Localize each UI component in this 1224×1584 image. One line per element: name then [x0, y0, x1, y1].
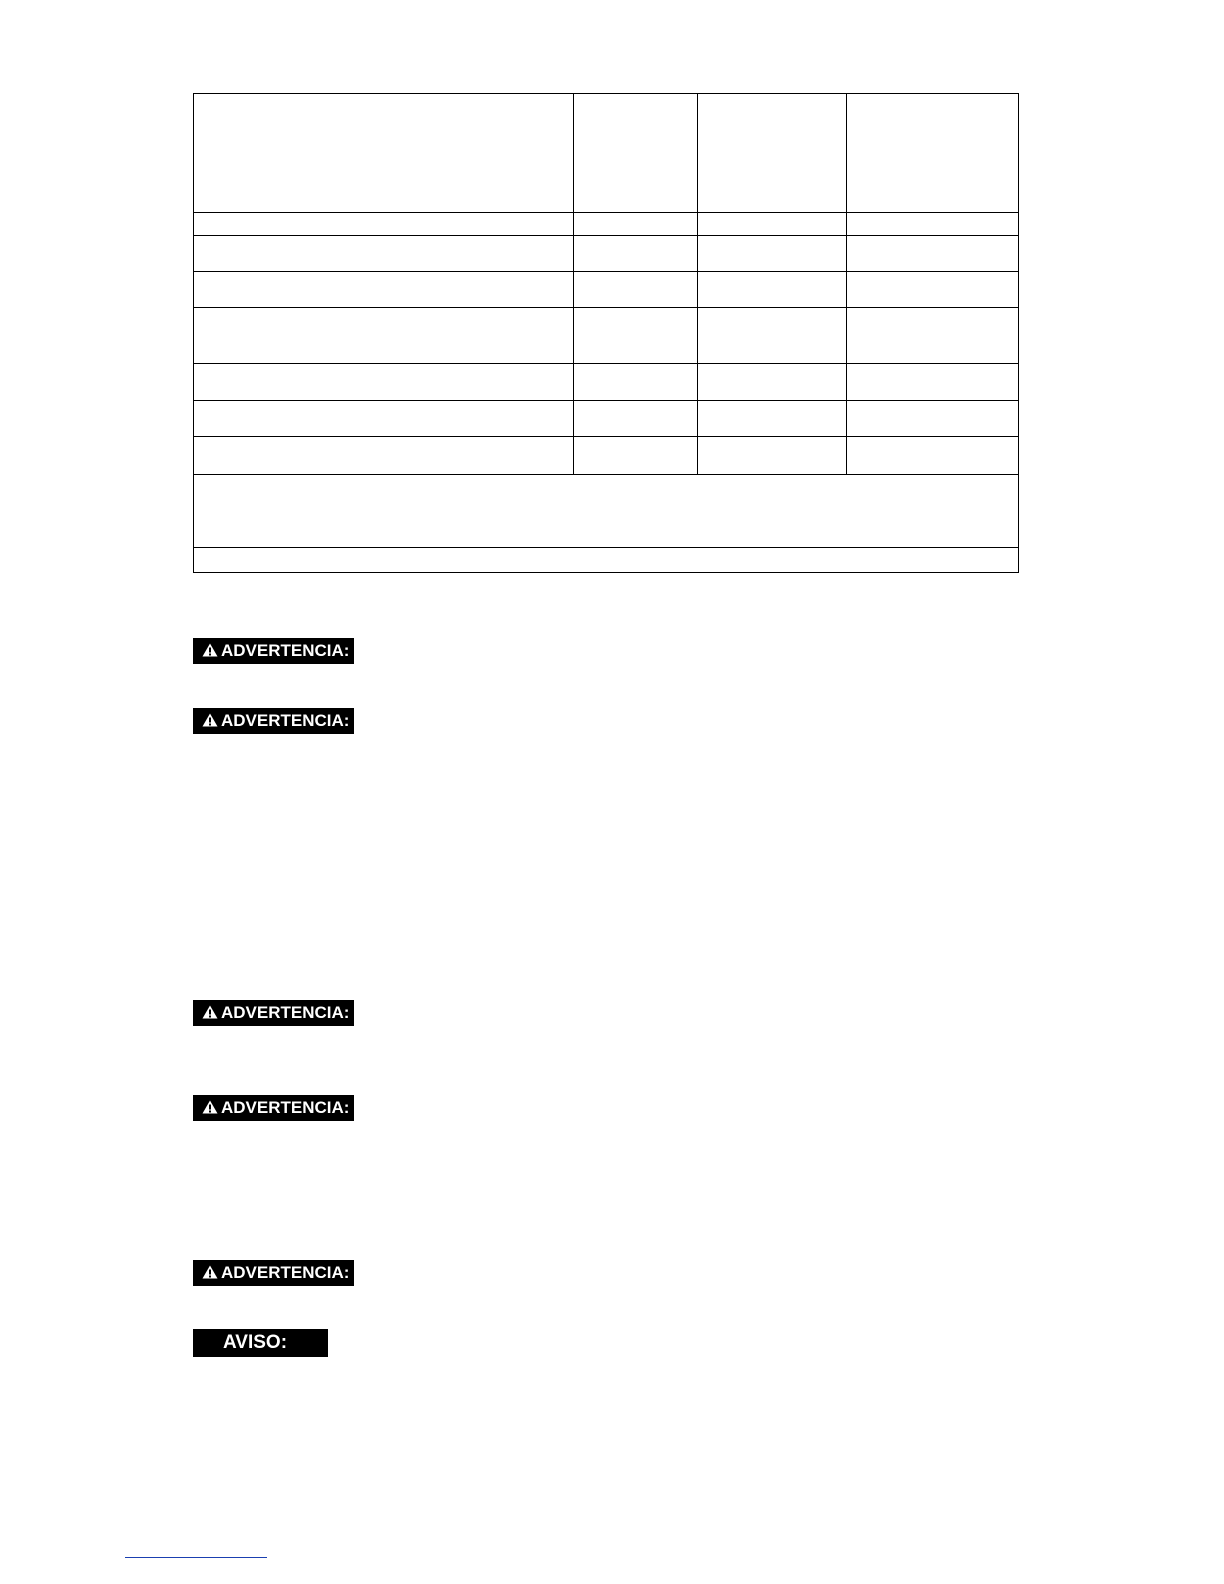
table-cell [847, 401, 1019, 437]
table-cell [574, 364, 698, 401]
table-cell [847, 236, 1019, 272]
table-cell [574, 308, 698, 364]
warning-triangle-icon [202, 713, 218, 727]
specifications-table [193, 93, 1019, 573]
table-cell [698, 308, 847, 364]
warning-label [193, 1260, 354, 1286]
table-cell [194, 236, 574, 272]
table-row [194, 401, 1019, 437]
table-cell [194, 401, 574, 437]
warning-triangle-icon [202, 643, 218, 657]
table-cell [847, 213, 1019, 236]
footer-rule [125, 1557, 267, 1558]
table-cell [698, 401, 847, 437]
warning-triangle-icon [202, 1100, 218, 1114]
table-notes-row [194, 475, 1019, 548]
warning-label-text: ADVERTENCIA: [221, 641, 350, 660]
table-cell [194, 272, 574, 308]
table-cell [194, 308, 574, 364]
warning-label-text: ADVERTENCIA: [221, 711, 350, 730]
warning-label [193, 708, 354, 734]
warning-label [193, 1000, 354, 1026]
table-cell [698, 94, 847, 213]
warning-triangle-icon [202, 1265, 218, 1279]
table-cell [698, 272, 847, 308]
table-cell [194, 94, 574, 213]
table-cell [574, 94, 698, 213]
table-cell [574, 401, 698, 437]
notice-label [193, 1329, 328, 1357]
table-cell [698, 437, 847, 475]
warning-label-text: ADVERTENCIA: [221, 1263, 350, 1282]
table-cell [847, 94, 1019, 213]
warning-triangle-icon [202, 1005, 218, 1019]
table-header-row [194, 94, 1019, 213]
table-cell [847, 364, 1019, 401]
table-cell [698, 236, 847, 272]
warning-label [193, 638, 354, 664]
warning-label [193, 1095, 354, 1121]
table-cell [847, 272, 1019, 308]
table-row [194, 272, 1019, 308]
table-row [194, 236, 1019, 272]
warning-label-text: ADVERTENCIA: [221, 1098, 350, 1117]
notice-label-text: AVISO: [223, 1332, 288, 1353]
table-cell [847, 437, 1019, 475]
table-row [194, 308, 1019, 364]
table-cell [194, 475, 1019, 548]
table-cell [847, 308, 1019, 364]
table-cell [194, 548, 1019, 573]
table-row [194, 213, 1019, 236]
table-cell [574, 236, 698, 272]
table-row [194, 364, 1019, 401]
table-cell [574, 213, 698, 236]
table-cell [698, 364, 847, 401]
table-cell [574, 272, 698, 308]
table-cell [194, 437, 574, 475]
table-row [194, 437, 1019, 475]
table-cell [194, 364, 574, 401]
table-footer-row [194, 548, 1019, 573]
table-cell [194, 213, 574, 236]
warning-label-text: ADVERTENCIA: [221, 1003, 350, 1022]
table-cell [574, 437, 698, 475]
table-cell [698, 213, 847, 236]
